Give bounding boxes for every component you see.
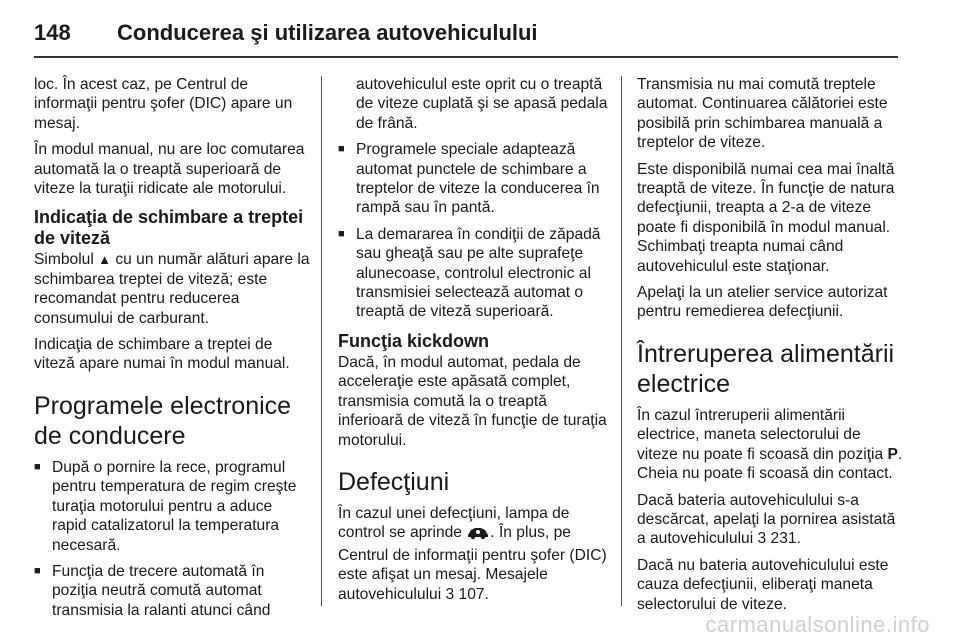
- list-item: ■ După o pornire la rece, programul pentru temperatura de regim creşte turaţia motorului pentru a aduce rapid catalizatorul la temperatura necesară.: [34, 458, 310, 555]
- bullet-list: [338, 140, 608, 322]
- paragraph: Apelaţi la un atelier service autorizat pentru remedierea defecţiunii.: [637, 284, 888, 321]
- section-heading-faults: Defecţiuni: [338, 467, 450, 496]
- column-1: [34, 75, 310, 627]
- list-item: ■ Funcţia de trecere automată în poziţia neutră comută automat transmisia la ralanti atunci când: [34, 562, 310, 620]
- section-heading-shift-indicator: Indicaţia de schimbare a treptei de viteză: [34, 207, 304, 249]
- bullet-list: [34, 458, 310, 620]
- paragraph: Dacă nu bateria autovehiculului este cauza defecţiunii, eliberaţi maneta selectorului de viteze.: [637, 556, 889, 613]
- watermark: carmanualsonline.info: [705, 612, 930, 637]
- paragraph: În cazul întreruperii alimentării electrice, maneta selectorului de viteze nu poate fi scoasă din poziţia P. Cheia nu poate fi scoasă din contact.: [637, 406, 903, 483]
- paragraph: În modul manual, nu are loc comutarea automată la o treaptă superioară de viteze la turaţii ridicate ale motorului.: [34, 141, 305, 198]
- paragraph: Dacă bateria autovehiculului s-a descărcat, apelaţi la pornirea asistată a autovehiculului 3 231.: [637, 491, 896, 548]
- section-heading-kickdown: Funcţia kickdown: [338, 330, 490, 351]
- section-heading-power-interruption: Întreruperea alimentării electrice: [637, 339, 895, 398]
- header-divider: [34, 56, 898, 58]
- column-divider: [621, 76, 622, 606]
- list-item-continuation: autovehiculul este oprit cu o treaptă de viteze cuplată şi se apasă pedala de frână.: [356, 76, 608, 132]
- reference-arrow-icon: 3: [757, 530, 767, 548]
- paragraph: Indicaţia de schimbare a treptei de viteză apare numai în modul manual.: [34, 336, 290, 373]
- paragraph: loc. În acest caz, pe Centrul de informaţii pentru şofer (DIC) apare un mesaj.: [34, 76, 293, 132]
- column-3: [637, 75, 905, 621]
- car-gear-icon: [466, 526, 490, 545]
- list-item: ■ Programele speciale adaptează automat punctele de schimbare a treptelor de viteze la conducerea în rampă sau în pantă.: [338, 140, 608, 218]
- up-triangle-icon: ▲: [98, 252, 112, 268]
- page-number: 148: [34, 20, 71, 45]
- section-heading-electronic-programs: Programele electronice de conducere: [34, 391, 292, 450]
- list-item: ■ La demararea în condiţii de zăpadă sau gheaţă sau pe alte suprafeţe alunecoase, controlul electronic al transmisiei selectează automat o treaptă de viteză superioară.: [338, 225, 608, 322]
- paragraph: Simbolul ▲ cu un număr alături apare la schimbarea treptei de viteză; este recomandat pentru reducerea consumului de carburant.: [34, 251, 310, 327]
- paragraph: Dacă, în modul automat, pedala de acceleraţie este apăsată complet, transmisia comută la o treaptă inferioară de viteză în funcţie de turaţia motorului.: [338, 353, 607, 449]
- page-title: Conducerea şi utilizarea autovehiculului: [117, 20, 538, 45]
- column-2: [338, 75, 608, 611]
- paragraph: Transmisia nu mai comută treptele automat. Continuarea călătoriei este posibilă prin schimbarea manuală a treptelor de viteze.: [637, 76, 888, 152]
- column-divider: [321, 76, 322, 606]
- page-header: [0, 0, 960, 62]
- reference-arrow-icon: 3: [445, 585, 455, 603]
- paragraph: În cazul unei defecţiuni, lampa de control se aprinde . În plus, pe Centrul de informaţii pentru şofer (DIC) este afişat un mesaj. Mesajele autovehiculului 3 107.: [338, 504, 607, 603]
- paragraph: Este disponibilă numai cea mai înaltă treaptă de viteze. În funcţie de natura defecţiunii, treapta a 2-a de viteze poate fi disponibilă în modul manual. Schimbaţi treapta numai când autovehiculul este staţionar.: [637, 160, 895, 275]
